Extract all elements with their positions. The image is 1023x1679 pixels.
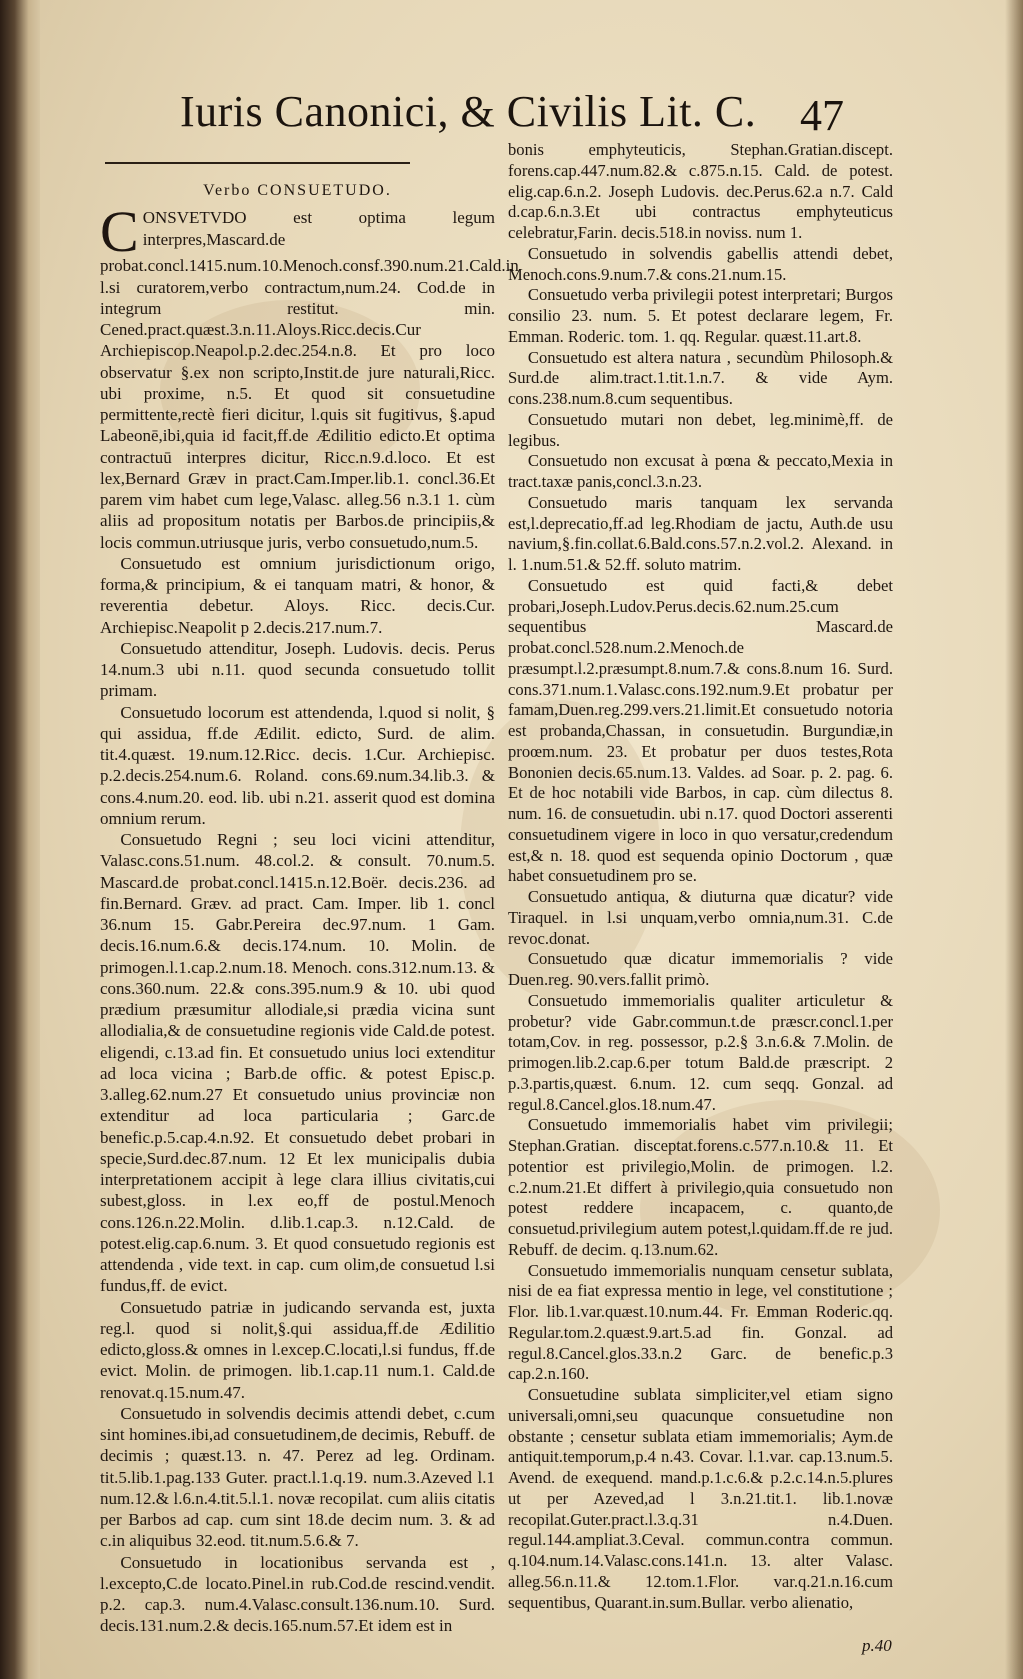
entry-paragraph: Consuetudo attenditur, Joseph. Ludovis. decis. Perus 14.num.3 ubi n.11. quod secunda consuetudo tollit primam. — [100, 638, 495, 701]
entry-paragraph: Consuetudo in locationibus servanda est , l.excepto,C.de locato.Pinel.in rub.Cod.de rescind.vendit. p.2. cap.3. num.4.Valasc.consult.136.num.10. Surd. decis.131.num.2.& decis.165.num.57.Et idem est in — [100, 1552, 495, 1636]
catchword: p.40 — [862, 1636, 892, 1655]
entry-paragraph: bonis emphyteuticis, Stephan.Gratian.discept. forens.cap.447.num.82.& c.875.n.15. Cald. de potest. elig.cap.6.n.2. Joseph Ludovis. dec.Perus.62.a n.7. Cald d.cap.6.n.3.Et ubi contractus emphyteuticus celebratur,Farin. decis.518.in noviss. num 1. — [508, 140, 893, 242]
entry-paragraph: Consuetudo antiqua, & diuturna quæ dicatur? vide Tiraquel. in l.si unquam,verbo omnia,num.31. C.de revoc.donat. — [508, 887, 893, 948]
entry-paragraph: Consuetudo est quid facti,& debet probari,Joseph.Ludov.Perus.decis.62.num.25.cum sequentibus Mascard.de probat.concl.528.num.2.Menoch.de præsumpt.l.2.præsumpt.8.num.7.& cons.8.num 16. Surd. cons.371.num.1.Valasc.cons.192.num.9.Et probatur per famam,Duen.reg.299.vers.21.limit.Et consuetudo notoria est probanda,Chassan, in consuetudin. Burgundiæ,in proœm.num. 23. Et probatur per duos testes,Rota Bononien decis.65.num.13. Valdes. ad Soar. p. 2. pag. 6. Et de hoc notabili vide Barbos, in cap. cùm dilectus 8. num. 16. de consuetudin. ubi n.17. quod Doctori asserenti consuetudinem vigere in loco in quo versatur,credendum est,& n. 18. quod est sequenda opinio Doctorum , quæ habet consuetudinem pro se. — [508, 575, 893, 886]
page-number: 47 — [800, 91, 844, 140]
entry-paragraph: Consuetudo maris tanquam lex servanda est,l.deprecatio,ff.ad leg.Rhodiam de jactu, Auth.de usu navium,§.fin.collat.6.Bald.cons.57.n.2.vol.2. Alexand. in l. 1.num.51.& 52.ff. soluto matrim. — [508, 492, 893, 574]
entry-paragraph: Consuetudine sublata simpliciter,vel etiam signo universali,omni,seu quacunque consuetudine non obstante ; censetur sublata etiam immemorialis; Aym.de antiquit.temporum,p.4 n.43. Covar. l.1.var. cap.13.num.5. Avend. de exequend. mand.p.1.c.6.& p.2.c.14.n.5.plures ut per Azeved,ad l 3.n.21.tit.1. lib.1.novæ recopilat.Guter.pract.l.3.q.31 n.4.Duen. regul.144.ampliat.3.Ceval. commun.contra commun. q.104.num.14.Valasc.cons.141.n. 13. alter Valasc. alleg.56.n.11.& 12.tom.1.Flor. var.q.21.n.16.cum sequentibus, Quarant.in.sum.Bullar. verbo alienatio, — [508, 1385, 893, 1612]
entry-paragraph: Consuetudo non excusat à pœna & peccato,Mexia in tract.taxæ panis,concl.3.n.23. — [508, 451, 893, 491]
header-rule — [105, 162, 410, 164]
entry-heading: Verbo CONSUETUDO. — [203, 182, 392, 199]
entry-paragraph: Consuetudo mutari non debet, leg.minimè,ff. de legibus. — [508, 409, 893, 450]
running-header — [180, 86, 940, 146]
left-column — [100, 180, 519, 1637]
entry-paragraph: Consuetudo patriæ in judicando servanda est, juxta reg.l. quod si nolit,§.qui assidua,ff.de Ædilitio edicto,gloss.& omnes in l.excep.C.locati,l.si fundus, ff.de evict. Molin. de primogen. lib.1.cap.11 num.1. Cald.de renovat.q.15.num.47. — [100, 1297, 495, 1402]
entry-paragraph: Consuetudo est altera natura , secundùm Philosoph.& Surd.de alim.tract.1.tit.1.n.7. & vide Aym. cons.238.num.8.cum sequentibus. — [508, 347, 893, 408]
entry-paragraph: Consuetudo in solvendis gabellis attendi debet, Menoch.cons.9.num.7.& cons.21.num.15. — [508, 243, 893, 284]
entry-paragraph: Consuetudo in solvendis decimis attendi debet, c.cum sint homines.ibi,ad consuetudinem,de decimis, Rebuff. de decimis ; quæst.13. n. 47. Perez ad leg. Ordinam. tit.5.lib.1.pag.133 Guter. pract.l.1.q.19. num.3.Azeved l.1 num.12.& l.6.n.4.tit.5.l.1. novæ recopilat. cum aliis citatis per Barbos ad cap. cum sint 18.de decim num. 3. & ad c.in aliquibus 32.eod. tit.num.5.6.& 7. — [100, 1403, 495, 1551]
right-column — [508, 140, 893, 1613]
entry-paragraph: Consuetudo est omnium jurisdictionum origo, forma,& principium, & ei tanquam matri, & honor, & reverentia debetur. Aloys. Ricc. decis.Cur. Archiepisc.Neapolit p 2.decis.217.num.7. — [100, 553, 495, 637]
entry-paragraph: Consuetudo immemorialis nunquam censetur sublata, nisi de ea fiat expressa mentio in lege, vel constitutione ; Flor. lib.1.var.quæst.10.num.44. Fr. Emman Roderic.qq. Regular.tom.2.quæst.9.art.5.ad fin. Gonzal. ad regul.8.Cancel.glos.33.n.2 Garc. de benefic.p.3 cap.2.n.160. — [508, 1260, 893, 1384]
entry-paragraph: Consuetudo verba privilegii potest interpretari; Burgos consilio 23. num. 5. Et potest declarare legem, Fr. Emman. Roderic. tom. 1. qq. Regular. quæst.11.art.8. — [508, 285, 893, 346]
entry-paragraph: CONSVETVDO est optima legum interpres,Mascard.de probat.concl.1415.num.10.Menoch.consf.390.num.21.Cald.in l.si curatorem,verbo contractum,num.24. Cod.de in integrum restitut. min. Cened.pract.quæst.3.n.11.Aloys.Ricc.decis.Cur Archiepiscop.Neapol.p.2.dec.254.n.8. Et pro loco observatur §.ex non scripto,Instit.de jure naturali,Ricc. ubi proxime, n.5. Et quod sit consuetudine permittente,rectè fieri dicitur, l.quis sit fugitivus, §.apud Labeonē,ibi,quia id facit,ff.de Ædilitio edicto.Et optima contractuū interpres dicitur, Ricc.n.9.d.loco. Et est lex,Bernard Græv in pract.Cam.Imper.lib.1. concl.36.Et parem vim habet cum lege,Valasc. alleg.56 n.3.1 1. cùm aliis ad propositum notatis per Barbos.de principiis,& locis commun.utriusque juris, verbo consuetudo,num.5. — [100, 199, 519, 552]
header-title: Iuris Canonici, & Civilis Lit. C. — [180, 87, 757, 136]
entry-paragraph: Consuetudo quæ dicatur immemorialis ? vide Duen.reg. 90.vers.fallit primò. — [508, 949, 893, 989]
entry-paragraph: Consuetudo locorum est attendenda, l.quod si nolit, § qui assidua, ff.de Ædilit. edicto, Surd. de alim. tit.4.quæst. 19.num.12.Ricc. decis. 1.Cur. Archiepisc. p.2.decis.254.num.6. Roland. cons.69.num.34.lib.3. & cons.4.num.20. eod. lib. ubi n.21. asserit quod est domina omnium rerum. — [100, 702, 495, 828]
entry-paragraph: Consuetudo immemorialis habet vim privilegii; Stephan.Gratian. disceptat.forens.c.577.n.10.& 11. Et potentior est privilegio,Molin. de primogen. l.2. c.2.num.21.Et differt à privilegio,quia consuetudo non potest reddere incapacem, c. quanto,de consuetud.privilegium autem potest,l.quidam.ff.de re jud. Rebuff. de decim. q.13.num.62. — [508, 1115, 893, 1259]
entry-paragraph: Consuetudo Regni ; seu loci vicini attenditur, Valasc.cons.51.num. 48.col.2. & consult. 70.num.5. Mascard.de probat.concl.1415.n.12.Boër. decis.236. ad fin.Bernard. Græv. ad pract. Cam. Imper. lib 1. concl 36.num 15. Gabr.Pereira dec.97.num. 1 Gam. decis.16.num.6.& decis.174.num. 10. Molin. de primogen.l.1.cap.2.num.18. Menoch. cons.312.num.13. & cons.360.num. 22.& cons.395.num.9 & 10. ubi quod prædium præsumitur allodiale,si prædia vicina sunt allodialia,& de consuetudine regionis vide Cald.de potest. eligendi, c.13.ad fin. Et consuetudo unius loci extenditur ad loca vicina ; Barb.de offic. & potest Episc.p. 3.alleg.62.num.27 Et consuetudo unius provinciæ non extenditur ad loca particularia ; Garc.de benefic.p.5.cap.4.n.92. Et consuetudo debet probari in specie,Surd.dec.87.num. 12 Et lex municipalis dubia interpretationem accipit à lege clara illius civitatis,cui subest,gloss. in l.ex eo,ff de postul.Menoch cons.126.n.22.Molin. d.lib.1.cap.3. n.12.Cald. de potest.elig.cap.6.num. 3. Et quod consuetudo regionis est attendenda , vide text. in cap. cum olim,de consuetud l.si fundus,ff. de evict. — [100, 830, 495, 1296]
entry-paragraph: Consuetudo immemorialis qualiter articuletur & probetur? vide Gabr.commun.t.de præscr.concl.1.per totam,Cov. in reg. possessor, p.2.§ 3.n.6.& 7.Molin. de primogen.lib.2.cap.6.per totum Bald.de præscript. 2 p.3.partis,quæst. 6.num. 12. cum seqq. Gonzal. ad regul.8.Cancel.glos.18.num.47. — [508, 990, 893, 1114]
